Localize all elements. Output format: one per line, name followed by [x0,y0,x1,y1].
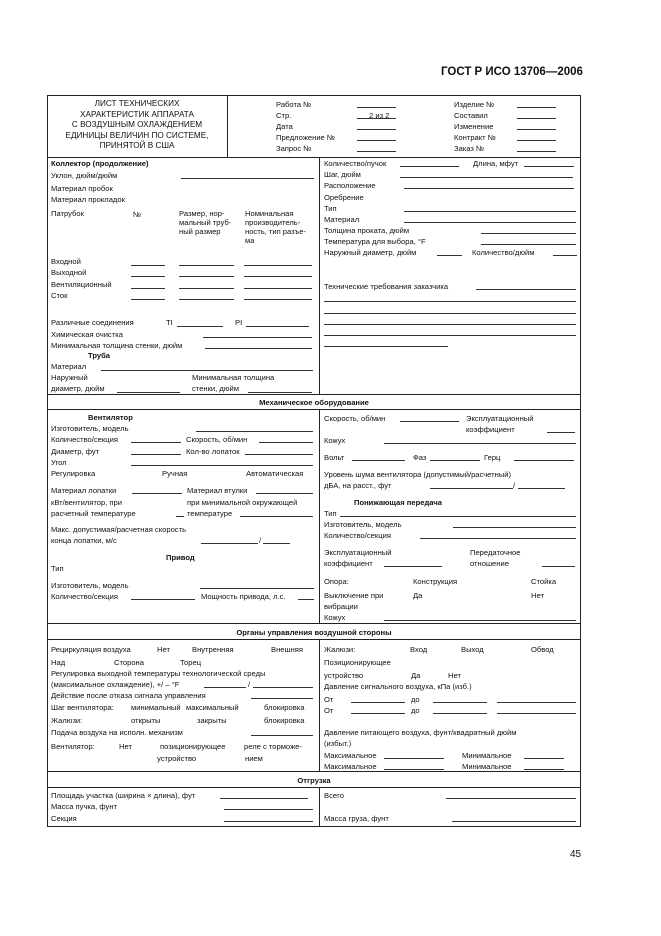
mech-right-support-label: Опора: [324,577,349,586]
tube-sec-od-1-label: диаметр, дюйм [51,384,105,393]
air-right-to-label: до [411,706,420,715]
fan-mfr-label: Изготовитель, модель [51,424,129,433]
tube-right-finning-label: Оребрение [324,193,364,202]
collector-nozzle-label: Патрубок [51,209,84,218]
drive-type-label: Тип [51,564,64,573]
fill-line [324,346,448,347]
fill-line [524,166,574,167]
mech-title: Механическое оборудование [259,398,369,407]
air-right-supply-pressure-1-label: (избыт.) [324,739,352,748]
mech-right-vib-1-label: вибрации [324,602,358,611]
mech-right-type-label: Тип [324,509,337,518]
header-mid-work-no-label: Работа № [276,100,312,109]
air-title: Органы управления воздушной стороны [236,628,392,637]
fill-line [196,431,313,432]
form-frame [47,95,581,827]
air-right-bypass-label: Обвод [531,645,554,654]
collector-rows-1-label: Выходной [51,268,87,277]
ship-section-label: Секция [51,814,77,823]
fill-line [517,151,556,152]
fill-line [259,442,313,443]
air-right-from-label: От [324,695,334,704]
air-right-min-label: Минимальное [462,751,512,760]
air-left-relay-1-label: нием [245,754,263,763]
air-left-fan-label: Вентилятор: [51,742,95,751]
fill-line [263,543,290,544]
fill-line [400,177,573,178]
air-left-positioning-0-label: позиционирующее [160,742,226,751]
fill-line [384,620,576,621]
fill-line [324,324,576,325]
fill-line [357,151,396,152]
header-mid-proposal-no-label: Предложение № [276,133,336,142]
tube-right-tech-req-label: Технические требования заказчика [324,282,449,291]
air-right-to-label: до [411,695,420,704]
tube-right-od-label: Наружный диаметр, дюйм [324,248,417,257]
collector-connections-label: Различные соединения [51,318,134,327]
fill-line [446,798,576,799]
fan-auto-label: Автоматическая [246,469,304,478]
collector-pi-label: PI [235,318,243,327]
fill-line [430,488,513,489]
air-left-end-label: Торец [180,658,202,667]
fill-line [324,335,576,336]
fill-line [179,265,234,266]
fill-line [244,265,312,266]
header-mid-page-label: Стр. [276,111,292,120]
fill-line [481,244,576,245]
fan-speed-label: Скорость, об/мин [186,435,248,444]
fill-line [179,299,234,300]
fan-blades-label: Кол-во лопаток [186,447,240,456]
fill-line [204,687,246,688]
mech-right-noise-0-label: Уровень шума вентилятора (допустимый/расчетный) [324,470,512,479]
fill-line [131,465,313,466]
collector-ti-label: TI [166,318,173,327]
mech-right-service-factor-1-label: коэффициент [324,559,373,568]
fill-line [131,599,195,600]
fill-line [357,129,396,130]
air-left-fan-no-label: Нет [119,742,132,751]
collector-rows-2-label: Вентиляционный [51,280,112,289]
text-label: / [248,680,251,689]
header-right-change-label: Изменение [454,122,494,131]
fill-line [179,276,234,277]
fill-line [176,516,184,517]
air-left-min-label: минимальный [131,703,181,712]
tube-right-material-label: Материал [324,215,360,224]
fan-angle-label: Угол [51,458,67,467]
air-right-louvers-label: Жалюзи: [324,645,356,654]
fill-line [201,543,258,544]
page-number: 45 [570,849,582,860]
fill-line [324,301,576,302]
collector-min-wall-label: Минимальная толщина стенки, дюйм [51,341,183,350]
tube-right-thickness-label: Толщина проката, дюйм [324,226,410,235]
fan-title-label: Вентилятор [88,413,133,422]
fill-line [517,140,556,141]
mech-right-qty-label: Количество/секция [324,531,391,540]
mech-right-no-label: Нет [531,591,544,600]
header-right-order-no-label: Заказ № [454,144,485,153]
fill-line [524,758,564,759]
doc-code: ГОСТ Р ИСО 13706—2006 [441,66,583,78]
fill-line [404,188,574,189]
collector-cleaning-label: Химическая очистка [51,330,123,339]
air-left-relay-0-label: реле с торможе- [244,742,302,751]
tube-sec-title-label: Труба [88,351,111,360]
mech-right-housing-label: Кожух [324,436,346,445]
fill-line [357,140,396,141]
air-left-recirc-label: Рециркуляция воздуха [51,645,131,654]
fill-line [340,516,576,517]
fill-line [497,702,576,703]
air-right-positioner-0-label: Позиционирующее [324,658,391,667]
mech-right-service-factor-0-label: Эксплуатационный [324,548,392,557]
divider [47,157,581,158]
fill-line [384,443,576,444]
divider [47,409,581,410]
air-left-positioning-1-label: устройство [157,754,197,763]
tube-right-layout-label: Расположение [324,181,376,190]
tube-right-count-label: Количество/пучок [324,159,387,168]
air-left-outlet-ctrl-1-label: (максимальное охлаждение), +/ – °F [51,680,180,689]
fill-line [430,460,480,461]
fill-line [240,516,313,517]
divider [319,787,320,827]
fill-line [553,255,577,256]
text-label: Размер, нор- мальный труб- ный размер [179,209,232,236]
drive-qty-label: Количество/секция [51,592,118,601]
fill-line [177,326,223,327]
air-right-signal-pressure-label: Давление сигнального воздуха, кПа (изб.) [324,682,472,691]
mech-right-service-1-label: коэффициент [466,425,515,434]
air-left-closed-label: закрыты [197,716,227,725]
fill-line [205,348,312,349]
fill-line [117,392,180,393]
air-left-open-label: открыты [131,716,161,725]
mech-right-phase-label: Фаз [413,453,427,462]
air-right-outlet-label: Выход [461,645,484,654]
ship-total-label: Всего [324,791,344,800]
fill-line [351,713,405,714]
divider [47,639,581,640]
air-right-from-label: От [324,706,334,715]
air-left-over-label: Над [51,658,66,667]
fill-line [248,392,312,393]
fill-line [324,313,576,314]
air-left-louvers-label: Жалюзи: [51,716,83,725]
fan-dia-label: Диаметр, фут [51,447,100,456]
tube-sec-min-wall-1-label: стенки, дюйм [192,384,239,393]
fan-tip-speed-0-label: Макс. допустимая/расчетная скорость [51,525,187,534]
fill-line [433,713,487,714]
air-left-max-label: максимальный [186,703,239,712]
drive-mfr-label: Изготовитель, модель [51,581,129,590]
mech-right-reducer-title-label: Понижающая передача [354,498,442,507]
tube-right-qty-label: Количество/дюйм [472,248,535,257]
mech-right-housing2-label: Кожух [324,613,346,622]
air-right-supply-pressure-0-label: Давление питающего воздуха, фунт/квадратный дюйм [324,728,517,737]
fill-line [131,454,181,455]
mech-right-ratio-1-label: отношение [470,559,509,568]
fill-line [131,288,165,289]
fill-line [298,599,314,600]
fan-kw-fan-label: кВт/вентилятор, при [51,498,122,507]
fan-blade-mat-label: Материал лопатки [51,486,117,495]
collector-rows-0-label: Входной [51,257,81,266]
air-left-fan-pitch-label: Шаг вентилятора: [51,703,114,712]
fill-line [517,118,556,119]
tube-sec-min-wall-0-label: Минимальная толщина [192,373,275,382]
fill-line [220,798,308,799]
form-title: ЛИСТ ТЕХНИЧЕСКИХ ХАРАКТЕРИСТИК АППАРАТА С ВОЗДУШНЫМ ОХЛАЖДЕНИЕМ ЕДИНИЦЫ ВЕЛИЧИН ПО СИСТЕМЕ, ПРИНЯТОЙ В США [65,99,209,150]
mech-right-mfr-label: Изготовитель, модель [324,520,402,529]
header-right-item-no-label: Изделие № [454,100,495,109]
ship-title: Отгрузка [297,776,331,785]
header-right-compiled-label: Составил [454,111,488,120]
fill-line [400,421,459,422]
collector-title-label: Коллектор (продолжение) [51,159,149,168]
fill-line [524,769,564,770]
fill-line [131,276,165,277]
ship-plot-label: Площадь участка (ширина × длина), фут [51,791,196,800]
fan-tip-speed-1-label: конца лопатки, м/с [51,536,117,545]
air-left-internal-label: Внутренняя [192,645,234,654]
mech-right-structure-label: Конструкция [413,577,458,586]
mech-right-hertz-label: Герц [484,453,501,462]
tube-right-temp-label: Температура для выбора, °F [324,237,426,246]
fill-line [245,454,313,455]
fan-hub-mat-label: Материал втулки [187,486,248,495]
mech-right-service-0-label: Эксплуатационный [466,414,534,423]
air-right-inlet-label: Вход [410,645,428,654]
tube-right-length-label: Длина, мфут [473,159,519,168]
fill-line [131,299,165,300]
fill-line [497,713,576,714]
collector-plug-material-label: Материал пробок [51,184,113,193]
collector-gasket-material-label: Материал прокладок [51,195,125,204]
fill-line [181,178,314,179]
air-right-max-label: Максимальное [324,762,377,771]
header-mid-request-no-label: Запрос № [276,144,312,153]
fan-min-ambient-label: при минимальной окружающей [187,498,298,507]
fill-line [357,107,396,108]
fill-line [244,276,312,277]
text-label: / [259,536,262,545]
text-label: / [513,481,516,490]
tube-sec-material-label: Материал [51,362,87,371]
air-left-lock-label: блокировка [264,703,305,712]
fill-line [131,265,165,266]
fill-line [256,493,313,494]
divider [319,157,320,394]
divider [319,639,320,771]
ship-bundle-mass-label: Масса пучка, фунт [51,802,117,811]
drive-power-label: Мощность привода, л.с. [201,592,286,601]
air-left-lock2-label: блокировка [264,716,305,725]
fill-line [404,211,576,212]
mech-right-vib-0-label: Выключение при [324,591,384,600]
fill-line [132,493,182,494]
collector-rows-3-label: Сток [51,291,68,300]
divider [47,623,581,624]
collector-slope-label: Уклон, дюйм/дюйм [51,171,118,180]
fill-line [253,687,313,688]
fill-line [246,326,309,327]
mech-right-stand-label: Стойка [531,577,557,586]
divider [47,787,581,788]
fill-line [244,288,312,289]
fill-line [357,118,396,119]
fill-line [452,821,576,822]
tube-sec-od-0-label: Наружный [51,373,88,382]
fill-line [542,566,575,567]
air-left-feed-label: Подача воздуха на исполн. механизм [51,728,183,737]
fill-line [433,702,487,703]
collector-no-label: № [133,210,142,219]
mech-right-volt-label: Вольт [324,453,345,462]
header-mid-page-value-label: 2 из 2 [369,111,390,120]
fill-line [244,299,312,300]
fill-line [224,821,313,822]
air-right-yes-label: Да [411,671,421,680]
fill-line [404,222,576,223]
fill-line [251,735,313,736]
fill-line [437,255,462,256]
divider [319,409,320,623]
fill-line [351,702,405,703]
drive-title-label: Привод [166,553,195,562]
fan-qty-label: Количество/секция [51,435,118,444]
fan-control-label: Регулировка [51,469,96,478]
header-mid-date-label: Дата [276,122,293,131]
ship-ship-mass-label: Масса груза, фунт [324,814,389,823]
air-left-failure-label: Действие после отказа сигнала управления [51,691,206,700]
divider [47,394,581,395]
fill-line [517,129,556,130]
fill-line [251,698,313,699]
fill-line [384,566,442,567]
air-left-outlet-ctrl-0-label: Регулировка выходной температуры технологической среды [51,669,266,678]
air-left-external-label: Внешняя [271,645,303,654]
fill-line [352,460,405,461]
divider [227,95,228,157]
fill-line [203,337,312,338]
mech-right-yes-label: Да [413,591,423,600]
header-right-contract-no-label: Контракт № [454,133,496,142]
fan-manual-label: Ручная [162,469,188,478]
fill-line [131,442,181,443]
fill-line [514,460,574,461]
fill-line [453,527,576,528]
fill-line [420,538,576,539]
air-left-no-label: Нет [157,645,170,654]
fan-design-temp-label: расчетный температуре [51,509,136,518]
fill-line [518,488,565,489]
fill-line [224,809,313,810]
text-label: Номинальная производитель- ность, тип разъе- ма [245,209,306,245]
fill-line [179,288,234,289]
air-right-positioner-1-label: устройство [324,671,364,680]
mech-right-ratio-0-label: Передаточное [470,548,521,557]
fill-line [547,432,575,433]
divider [47,771,581,772]
air-right-min-label: Минимальное [462,762,512,771]
fill-line [517,107,556,108]
air-right-no-label: Нет [448,671,461,680]
air-right-max-label: Максимальное [324,751,377,760]
mech-right-speed-label: Скорость, об/мин [324,414,386,423]
fill-line [384,769,444,770]
tube-right-pitch-label: Шаг, дюйм [324,170,361,179]
fill-line [400,166,459,167]
fill-line [101,370,313,371]
fan-temperature-label: температуре [187,509,233,518]
tube-right-type-label: Тип [324,204,337,213]
fill-line [481,233,576,234]
mech-right-noise-1-label: дБА, на расст., фут [324,481,392,490]
fill-line [200,588,314,589]
fill-line [384,758,444,759]
air-left-side-label: Сторона [114,658,144,667]
fill-line [476,289,576,290]
